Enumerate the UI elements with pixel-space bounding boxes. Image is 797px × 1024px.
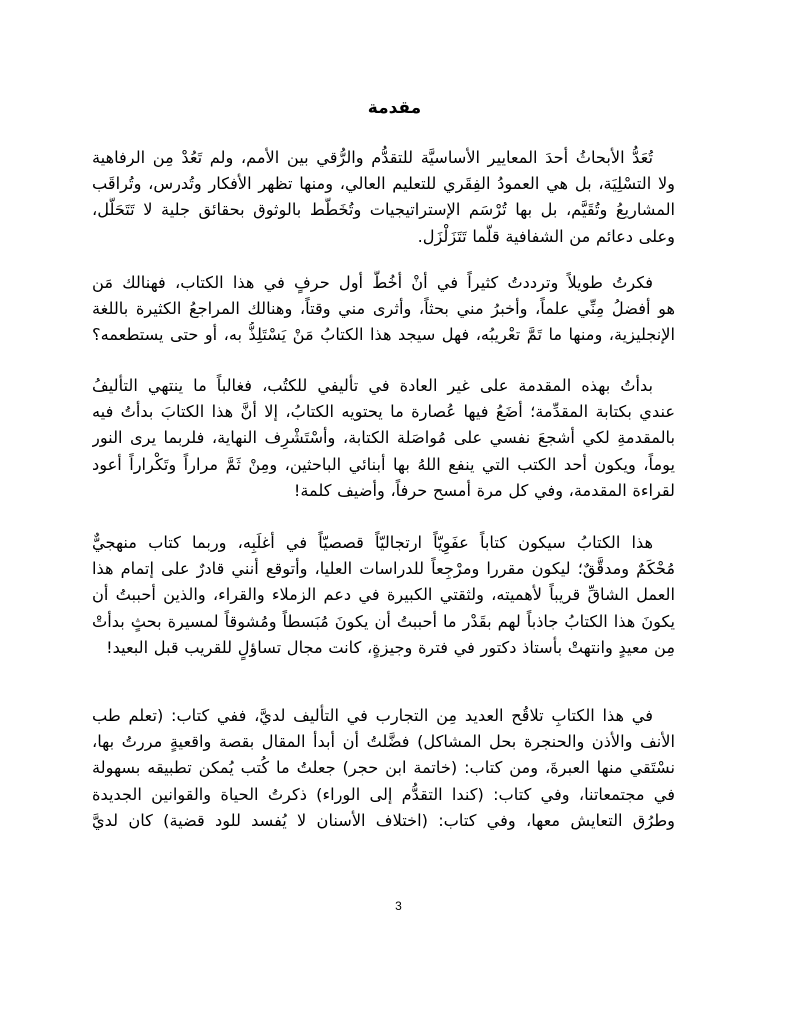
- paragraph-line: فكرتُ طويلاً وترددتُ كثيراً في أنْ أخُطَّ أول حرفٍ في هذا الكتاب، فهنالك مَن: [92, 273, 653, 292]
- paragraph-line: يكونَ هذا الكتابُ جاذباً لهم بقَدْر ما أحببتُ أن يكونَ مُبَسطاً ومُشوقاً لمسيرة بحثٍ بدأتْ: [92, 611, 675, 631]
- paragraph-line: المشاريعُ وتُقَيَّم، بل بها تُرْسَم الإستراتيجيات وتُخَطَّط بالوثوق بحقائق جلية لا تَتَحَلَّل،: [92, 200, 675, 220]
- paragraph-line: بالمقدمةِ لكي أشجعَ نفسي على مُواصَلة الكتابة، وأسْتَشْرِف النهاية، فلربما يرى النور: [92, 428, 675, 448]
- paragraph-line: عندي بكتابة المقدِّمة؛ أضَعُ فيها عُصارة ما يحتويه الكتابُ، إلا أنَّ هذا الكتابَ بدأتُ فيه: [92, 402, 675, 422]
- paragraph-line: نسْتَقي منها العبرةَ، ومن كتاب: (خاتمة ابن حجر) جعلتُ ما كُتب يُمكن تطبيقه بسهولة: [92, 758, 675, 778]
- paragraph-line: لقراءة المقدمة، وفي كل مرة أمسح حرفاً، وأضيف كلمة!: [293, 480, 675, 500]
- page-title: مقدمة: [367, 98, 422, 118]
- paragraph-1: [92, 145, 697, 250]
- paragraph-line: وعلى دعائم من الشفافية قلَّما تَتَزَلْزَل.: [417, 226, 675, 246]
- paragraph-line: يوماً، ويكون أحد الكتب التي ينفع اللهُ بها أبنائي الباحثين، ومِنْ ثَمَّ مراراً وتَكْراراً أعود: [92, 454, 675, 474]
- paragraph-2: [92, 270, 697, 349]
- paragraph-line: مُحْكَمٌ ومدقَّقٌ؛ ليكون مقررا ومرْجِعاً للدراسات العليا، وأتوقع أنني قادرٌ على إتمام هذا: [92, 559, 675, 579]
- paragraph-line: الأنف والأذن والحنجرة بحل المشاكل) فضَّلتُ أن أبدأ المقال بقصة واقعيةٍ مررتُ بها،: [92, 732, 675, 752]
- paragraph-line: في هذا الكتابِ تلاقُح العديد مِن التجارب في التأليف لديَّ، ففي كتاب: (تعلم طب: [92, 706, 653, 725]
- paragraph-line: هذا الكتابُ سيكون كتاباً عفَوِيّاً ارتجاليّاً قصصيّاً في أغلَبِه، وربما كتاب منهجيٌّ: [92, 533, 653, 552]
- page-number: 3: [395, 899, 402, 913]
- paragraph-5: [92, 703, 697, 834]
- paragraph-line: الإنجليزية، ومنها ما تَمَّ تعْريبُه، فهل سيجد هذا الكتابُ مَنْ يَسْتَلِذُّ به، أو حتى يستطعمه؟: [92, 325, 675, 345]
- paragraph-4: [92, 530, 697, 661]
- paragraph-line: مِن معيدٍ وانتهتْ بأستاذ دكتور في فترة وجيزةٍ، كانت مجال تساؤلٍ للقريب قبل البعيد!: [106, 637, 675, 657]
- paragraph-line: تُعَدُّ الأبحاثُ أحدَ المعايير الأساسيَّة للتقدُّم والرُّقي بين الأمم، ولم تَعُدْ مِن الرفاهية: [92, 148, 653, 167]
- paragraph-line: بدأتُ بهذه المقدمة على غير العادة في تأليفي للكتُب، فغالباً ما ينتهي التأليفُ: [92, 376, 653, 395]
- document-page: [92, 0, 697, 1024]
- paragraph-line: هو أفضلُ مِنِّي علماً، وأخبرُ مني بحثاً، وأثرى مني وقتاً، وهنالك المراجعُ الكثيرة باللغة: [92, 299, 675, 319]
- paragraph-line: وطرُق التعايش معها، وفي كتاب: (اختلاف الأسنان لا يُفسد للود قضية) كان لديَّ: [92, 810, 675, 830]
- paragraph-line: ولا التسْلِيَة، بل هي العمودُ الفِقَري للتعليم العالي، ومنها تظهر الأفكار وتُدرس، وتُراقَب: [92, 174, 675, 194]
- paragraph-line: في مجتمعاتنا، وفي كتاب: (كندا التقدُّم إلى الوراء) ذكرتُ الحياة والقوانين الجديدة: [92, 784, 675, 804]
- paragraph-3: [92, 373, 697, 504]
- paragraph-line: العمل الشاقِّ قريباً لأهميته، ولثقتي الكبيرة في دعم الزملاء والقراء، والذين أحببتُ أن: [92, 585, 675, 605]
